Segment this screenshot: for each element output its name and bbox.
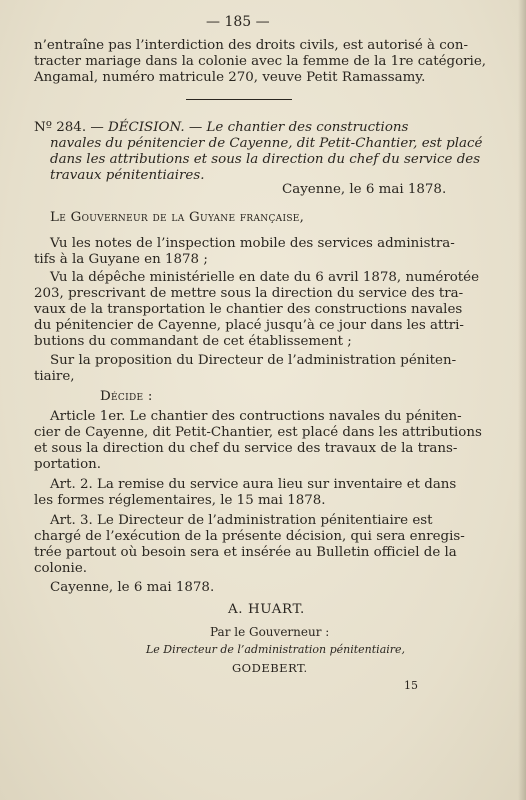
signature-mark: 15 [404,679,418,692]
decide-heading: Décide : [100,389,153,404]
article-3-line-2: chargé de l’exécution de la présente décision, qui sera enregis- [34,529,465,544]
vu2-line-5: butions du commandant de cet établissement ; [34,334,352,349]
signature-director-name: GODEBERT. [232,661,308,675]
page-number: — 185 — [206,14,270,30]
decision-dash: — [90,120,104,135]
decision-number: Nº 284. [34,120,87,135]
article-3-line-1: Art. 3. Le Directeur de l’administration pénitentiaire est [50,513,433,528]
vu2-line-4: du pénitencier de Cayenne, placé jusqu’à ce jour dans les attri- [34,318,464,333]
decision-summary-line-2: navales du pénitencier de Cayenne, dit Petit-Chantier, est placé [50,136,483,151]
decision-summary-line-4: travaux pénitentiaires. [50,168,205,183]
signature-par: Par le Gouverneur : [210,625,330,639]
vu2-line-2: 203, prescrivant de mettre sous la direction du service des tra- [34,286,464,301]
article-2-line-2: les formes réglementaires, le 15 mai 1878. [34,493,326,508]
vu1-line-1: Vu les notes de l’inspection mobile des services administra- [50,236,455,251]
governor-line: Le Gouverneur de la Guyane française, [50,210,305,225]
intro-line-2: tracter mariage dans la colonie avec la femme de la 1re catégorie, [34,54,487,69]
article-2-line-1: Art. 2. La remise du service aura lieu sur inventaire et dans [50,477,457,492]
separator-rule [186,99,292,100]
intro-line-3: Angamal, numéro matricule 270, veuve Petit Ramassamy. [34,70,426,85]
intro-line-1: n’entraîne pas l’interdiction des droits civils, est autorisé à con- [34,38,468,53]
sur-line-1: Sur la proposition du Directeur de l’administration péniten- [50,353,457,368]
vu1-line-2: tifs à la Guyane en 1878 ; [34,252,208,267]
decision-place-date: Cayenne, le 6 mai 1878. [282,182,447,197]
article-1-line-3: et sous la direction du chef du service des travaux de la trans- [34,441,458,456]
signature-name: A. HUART. [228,602,305,617]
article-1-line-1: Article 1er. Le chantier des contructions navales du péniten- [50,409,462,424]
article-1-line-2: cier de Cayenne, dit Petit-Chantier, est placé dans les attributions [34,425,482,440]
article-1-line-4: portation. [34,457,102,472]
decision-summary-line-1: — Le chantier des constructions [188,120,409,135]
decision-summary-line-3: dans les attributions et sous la direction du chef du service des [50,152,481,167]
decision-title: DÉCISION. [108,120,185,135]
article-3-line-4: colonie. [34,561,87,576]
vu2-line-1: Vu la dépêche ministérielle en date du 6 avril 1878, numérotée [50,270,480,285]
closing-place-date: Cayenne, le 6 mai 1878. [50,580,215,595]
decision-heading [34,120,408,136]
vu2-line-3: vaux de la transportation le chantier des constructions navales [34,302,463,317]
article-3-line-3: trée partout où besoin sera et insérée au Bulletin officiel de la [34,545,457,560]
page-edge-shadow [518,0,526,800]
sur-line-2: tiaire, [34,369,75,384]
signature-director: Le Directeur de l’administration pénitentiaire, [146,643,406,656]
